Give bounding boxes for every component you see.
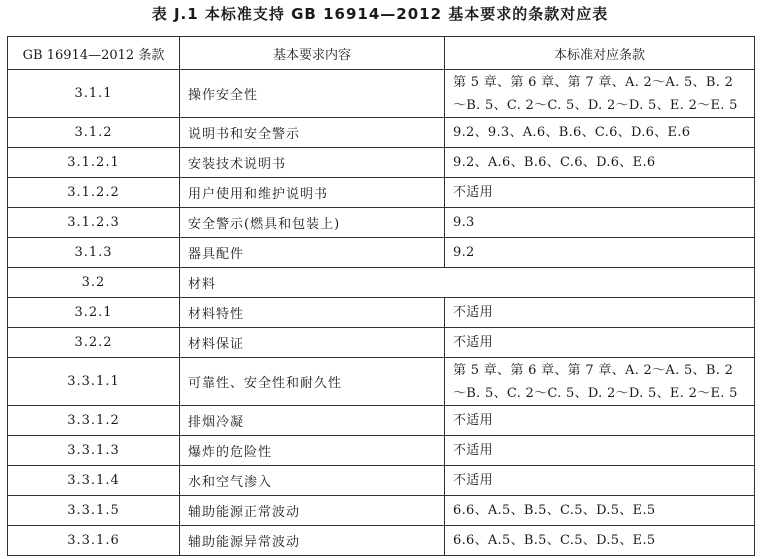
header-response: 本标准对应条款 [445,37,755,70]
table-row [8,70,755,118]
response-cell: 9.3 [445,208,755,238]
table-row [8,118,755,148]
table-row [8,526,755,556]
requirement-cell: 安装技术说明书 [180,148,445,178]
requirement-cell: 操作安全性 [180,70,445,118]
table-caption: 表 J.1 本标准支持 GB 16914—2012 基本要求的条款对应表 [151,5,609,23]
requirement-cell: 可靠性、安全性和耐久性 [180,358,445,406]
table-row [8,358,755,406]
table-row [8,148,755,178]
clause-cell: 3.3.1.1 [8,358,180,406]
requirement-cell: 材料特性 [180,298,445,328]
clause-cell: 3.2.2 [8,328,180,358]
table-row [8,238,755,268]
clause-cell: 3.2.1 [8,298,180,328]
table-row [8,406,755,436]
response-cell: 不适用 [445,328,755,358]
clause-cell: 3.1.2.1 [8,148,180,178]
requirement-cell: 爆炸的危险性 [180,436,445,466]
response-cell: 9.2、9.3、A.6、B.6、C.6、D.6、E.6 [445,118,755,148]
response-cell: 第 5 章、第 6 章、第 7 章、A. 2～A. 5、B. 2～B. 5、C. 2～C. 5、D. 2～D. 5、E. 2～E. 5 [445,358,755,406]
response-cell: 不适用 [445,298,755,328]
table-row [8,496,755,526]
response-cell: 第 5 章、第 6 章、第 7 章、A. 2～A. 5、B. 2～B. 5、C. 2～C. 5、D. 2～D. 5、E. 2～E. 5 [445,70,755,118]
header-requirement: 基本要求内容 [180,37,445,70]
requirement-cell: 说明书和安全警示 [180,118,445,148]
response-cell: 不适用 [445,466,755,496]
table-row [8,268,755,298]
response-cell: 6.6、A.5、B.5、C.5、D.5、E.5 [445,526,755,556]
table-row [8,298,755,328]
clause-cell: 3.1.1 [8,70,180,118]
clause-cell: 3.1.2.3 [8,208,180,238]
clause-cell: 3.2 [8,268,180,298]
correspondence-table [7,36,755,556]
clause-cell: 3.1.2 [8,118,180,148]
clause-cell: 3.1.3 [8,238,180,268]
header-clause: GB 16914—2012 条款 [8,37,180,70]
table-body [8,70,755,556]
table-row [8,208,755,238]
response-cell: 6.6、A.5、B.5、C.5、D.5、E.5 [445,496,755,526]
response-cell: 9.2、A.6、B.6、C.6、D.6、E.6 [445,148,755,178]
requirement-cell: 水和空气渗入 [180,466,445,496]
clause-cell: 3.3.1.5 [8,496,180,526]
table-row [8,436,755,466]
clause-cell: 3.3.1.6 [8,526,180,556]
clause-cell: 3.3.1.3 [8,436,180,466]
requirement-cell: 材料 [180,268,755,298]
table-row [8,178,755,208]
table-row [8,466,755,496]
response-cell: 不适用 [445,406,755,436]
requirement-cell: 排烟冷凝 [180,406,445,436]
requirement-cell: 辅助能源正常波动 [180,496,445,526]
clause-cell: 3.3.1.2 [8,406,180,436]
requirement-cell: 安全警示(燃具和包装上) [180,208,445,238]
response-cell: 不适用 [445,436,755,466]
response-cell: 不适用 [445,178,755,208]
requirement-cell: 材料保证 [180,328,445,358]
table-row [8,328,755,358]
header-row [8,37,755,70]
response-cell: 9.2 [445,238,755,268]
requirement-cell: 用户使用和维护说明书 [180,178,445,208]
clause-cell: 3.3.1.4 [8,466,180,496]
clause-cell: 3.1.2.2 [8,178,180,208]
requirement-cell: 器具配件 [180,238,445,268]
requirement-cell: 辅助能源异常波动 [180,526,445,556]
